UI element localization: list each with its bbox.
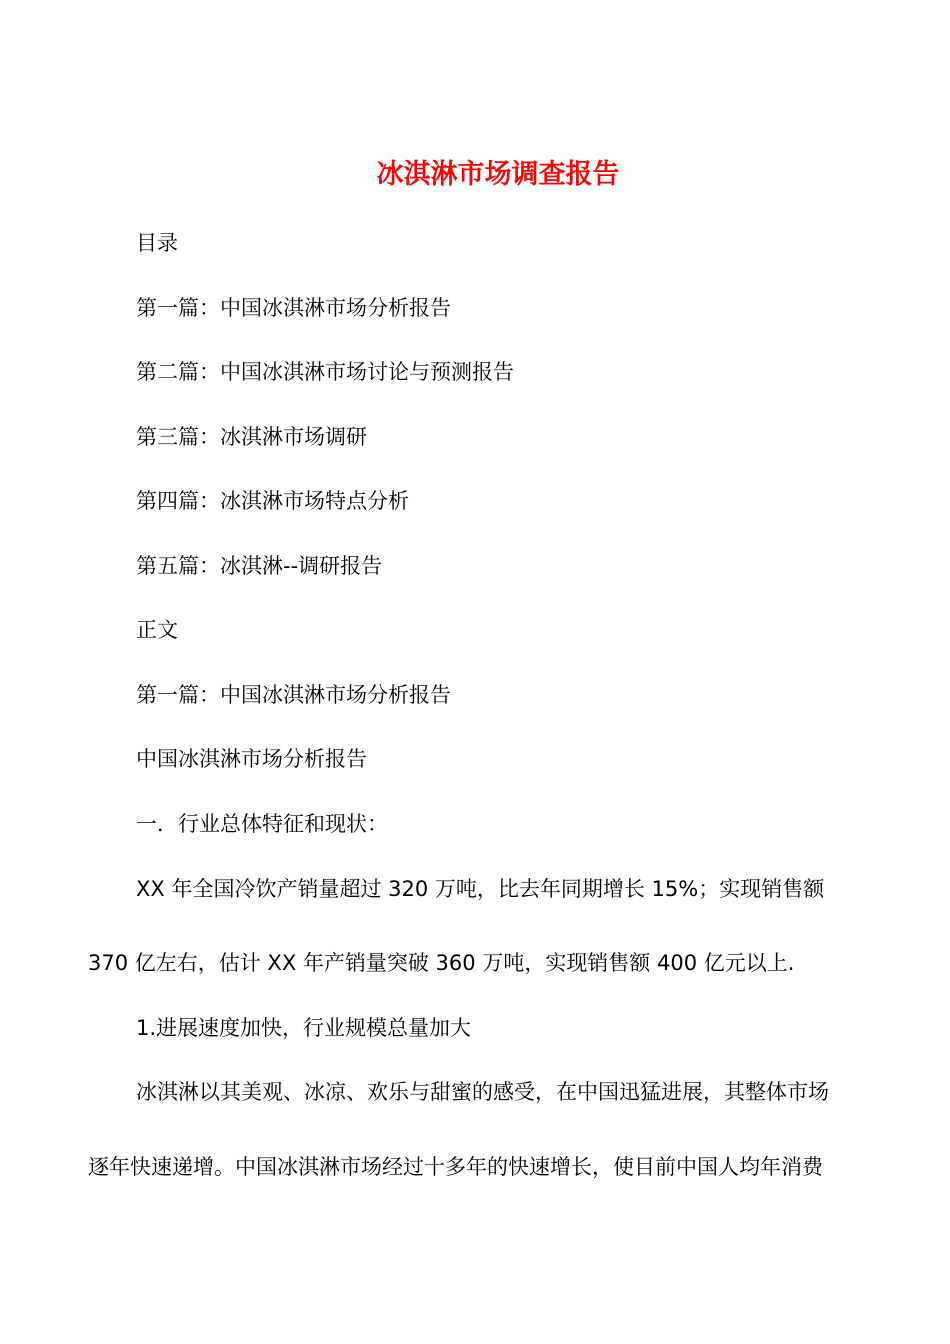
toc-heading: 目录 <box>136 231 178 255</box>
paragraph-line: 冰淇淋以其美观、冰凉、欢乐与甜蜜的感受，在中国迅猛进展，其整体市场 <box>136 1080 829 1104</box>
toc-item: 第四篇：冰淇淋市场特点分析 <box>136 489 409 513</box>
toc-item: 第二篇：中国冰淇淋市场讨论与预测报告 <box>136 360 514 384</box>
paragraph-line: 逐年快速递增。中国冰淇淋市场经过十多年的快速增长，使目前中国人均年消费 <box>88 1155 823 1179</box>
section-heading: 一．行业总体特征和现状： <box>136 812 388 836</box>
paragraph-line: XX 年全国冷饮产销量超过 320 万吨，比去年同期增长 15%；实现销售额 <box>136 877 825 901</box>
document-title: 冰淇淋市场调查报告 <box>376 159 620 190</box>
body-heading: 正文 <box>136 618 178 642</box>
toc-item: 第五篇：冰淇淋--调研报告 <box>136 554 383 578</box>
toc-item: 第三篇：冰淇淋市场调研 <box>136 425 367 449</box>
subsection-heading: 1.进展速度加快，行业规模总量加大 <box>136 1016 472 1040</box>
part1-heading: 第一篇：中国冰淇淋市场分析报告 <box>136 683 451 707</box>
report-title: 中国冰淇淋市场分析报告 <box>136 747 367 771</box>
paragraph-line: 370 亿左右，估计 XX 年产销量突破 360 万吨，实现销售额 400 亿元以上. <box>88 951 795 975</box>
toc-item: 第一篇：中国冰淇淋市场分析报告 <box>136 296 451 320</box>
